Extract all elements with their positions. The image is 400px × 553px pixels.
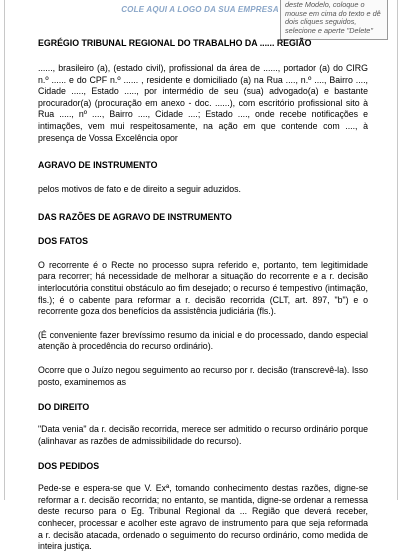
fatos-paragraph-3: Ocorre que o Juízo negou seguimento ao recurso por r. decisão (transcrevê-la). Isso posto, examinemos as: [38, 364, 368, 387]
court-title: EGRÉGIO TRIBUNAL REGIONAL DO TRABALHO DA ...... REGIÃO: [38, 38, 312, 48]
instruction-tooltip: deste Modelo, coloque o mouse em cima do texto e dê dois cliques seguidos, selecione e aperte "Delete": [280, 0, 388, 40]
razoes-heading: DAS RAZÕES DE AGRAVO DE INSTRUMENTO: [38, 211, 232, 222]
company-logo-placeholder[interactable]: COLE AQUI A LOGO DA SUA EMPRESA: [121, 5, 279, 14]
pedidos-paragraph: Pede-se e espera-se que V. Exª, tomando conhecimento destas razões, digne-se reformar a r. decisão recorrida; no entanto, se mantida, digne-se ordenar a remessa deste recurso para o Eg. Tribunal Regional da ... Região que deverá receber, conhecer, processar e acolher este agravo de instrumento para que seja reformada a r. decisão atacada, ordenado o seguimento do recurso ordinário, como medida de inteira justiça.: [38, 483, 368, 552]
direito-paragraph: "Data venia" da r. decisão recorrida, merece ser admitido o recurso ordinário porque (alinhavar as razões de admissibilidade do recurso).: [38, 424, 368, 446]
fatos-paragraph-1: O recorrente é o Recte no processo supra referido e, portanto, tem legitimidade para recorrer; há necessidade de melhorar a situação do recorrente e a r. decisão interlocutória constitui obstáculo ao fim desejado; o recurso é tempestivo (intimação, fls.); é o cabente para reformar a r. decisão recorrida (CLT, art. 897, "b") e o recorrente goza dos benefícios da assistência judiciária (fls.).: [38, 259, 368, 317]
document-body: [38, 38, 368, 553]
motivos-paragraph: pelos motivos de fato e de direito a seguir aduzidos.: [38, 184, 241, 195]
intro-paragraph: ......, brasileiro (a), (estado civil), profissional da área de ......, portador (a) do CIRG n.º ...... e do CPF n.º ...... , residente e domiciliado (a) na Rua ...., n.º ...., Bairro ...., Cidade ....., Estado ....., por intermédio de seu (sua) advogado(a) e bastante procurador(a) (procuração em anexo - doc. ......), com escritório profissional sito à Rua ....., nº ...., Bairro ...., Cidade ....; Estado ...., onde recebe notificações e intimações, vem mui respeitosamente, na ação em que contende com ...., à presença de Vossa Excelência opor: [38, 63, 368, 143]
agravo-heading: AGRAVO DE INSTRUMENTO: [38, 160, 158, 171]
fatos-paragraph-2: (É conveniente fazer brevíssimo resumo da inicial e do processado, dando especial atenção à procedência do recurso ordinário).: [38, 329, 368, 352]
pedidos-heading: DOS PEDIDOS: [38, 461, 100, 472]
fatos-heading: DOS FATOS: [38, 235, 89, 246]
direito-heading: DO DIREITO: [38, 402, 90, 413]
